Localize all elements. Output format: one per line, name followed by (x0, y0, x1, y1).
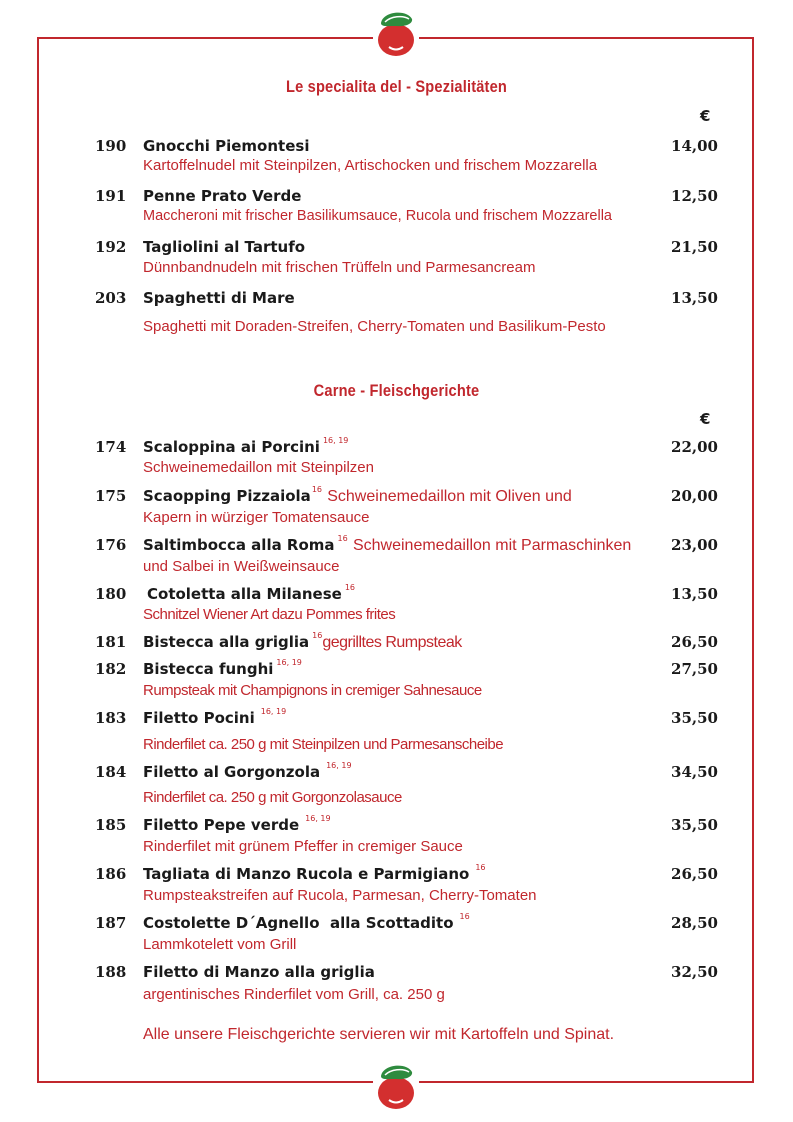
tomato-icon (373, 1056, 419, 1112)
item-number: 186 (95, 865, 127, 883)
item-number: 174 (95, 438, 127, 456)
item-price: 23,00 (671, 536, 718, 554)
allergen-codes: 16, 19 (326, 761, 352, 770)
item-name (143, 763, 352, 781)
item-number: 181 (95, 633, 127, 651)
section-title-specialita: Le specialita del - Spezialitäten (286, 77, 507, 96)
item-price: 26,50 (671, 633, 718, 651)
item-description: Rumpsteak mit Champignons in cremiger Sahnesauce (143, 682, 482, 699)
item-description: Rumpsteakstreifen auf Rucola, Parmesan, Cherry-Tomaten (143, 887, 537, 904)
item-name-text: Costolette D´Agnello alla Scottadito (143, 914, 454, 932)
item-name-text: Cotoletta alla Milanese (147, 585, 342, 603)
allergen-codes: 16 (459, 912, 470, 921)
allergen-codes: 16, 19 (260, 707, 287, 716)
item-description: Schweinemedaillon mit Steinpilzen (143, 459, 374, 476)
item-price: 27,50 (671, 660, 718, 678)
allergen-codes: 16, 19 (276, 658, 302, 667)
item-name: Tagliolini al Tartufo (143, 238, 306, 256)
item-price: 12,50 (671, 187, 718, 205)
item-name-text: Scaloppina ai Porcini (143, 438, 320, 456)
item-name: Penne Prato Verde (143, 187, 302, 205)
currency-header: € (700, 107, 711, 125)
allergen-codes: 16 (475, 863, 486, 872)
item-number: 175 (95, 487, 127, 505)
tomato-logo-bottom (373, 1056, 419, 1106)
item-price: 20,00 (671, 487, 718, 505)
item-description: Rinderfilet mit grünem Pfeffer in cremiger Sauce (143, 838, 463, 855)
allergen-codes: 16 (311, 485, 322, 494)
item-description: Spaghetti mit Doraden-Streifen, Cherry-Tomaten und Basilikum-Pesto (143, 318, 606, 335)
item-price: 34,50 (671, 763, 718, 781)
item-number: 203 (95, 289, 127, 307)
item-description: Schnitzel Wiener Art dazu Pommes frites (143, 606, 396, 623)
item-name (143, 660, 302, 678)
item-name: Gnocchi Piemontesi (143, 137, 310, 155)
item-price: 35,50 (671, 816, 718, 834)
item-name (143, 536, 631, 555)
item-number: 180 (95, 585, 127, 603)
item-name-text: Bistecca alla griglia (143, 633, 310, 651)
item-number: 182 (95, 660, 127, 678)
item-number: 184 (95, 763, 127, 781)
item-price: 26,50 (671, 865, 718, 883)
item-name-text: Filetto Pepe verde (143, 816, 300, 834)
item-name (143, 487, 572, 506)
item-name-text: Filetto al Gorgonzola (143, 763, 321, 781)
item-price: 14,00 (671, 137, 718, 155)
item-description: Kapern in würziger Tomatensauce (143, 509, 370, 526)
item-name (143, 633, 462, 652)
item-name (147, 585, 355, 603)
item-number: 185 (95, 816, 127, 834)
item-number: 190 (95, 137, 127, 155)
item-price: 32,50 (671, 963, 718, 981)
item-price: 13,50 (671, 289, 718, 307)
item-number: 191 (95, 187, 127, 205)
item-number: 192 (95, 238, 127, 256)
footer-note: Alle unsere Fleischgerichte servieren wir mit Kartoffeln und Spinat. (143, 1026, 615, 1043)
item-name-text: Filetto Pocini (143, 709, 255, 727)
item-description: Maccheroni mit frischer Basilikumsauce, Rucola und frischem Mozzarella (143, 208, 612, 224)
item-price: 28,50 (671, 914, 718, 932)
item-name: Spaghetti di Mare (143, 289, 295, 307)
item-description: und Salbei in Weißweinsauce (143, 558, 340, 575)
item-name (143, 438, 348, 456)
item-name-text: Saltimbocca alla Roma (143, 536, 335, 554)
allergen-codes: 16, 19 (322, 436, 349, 445)
item-inline-description: Schweinemedaillon mit Parmaschinken (352, 537, 632, 554)
item-number: 176 (95, 536, 127, 554)
item-price: 13,50 (671, 585, 718, 603)
item-price: 21,50 (671, 238, 718, 256)
item-inline-description: Schweinemedaillon mit Oliven und (327, 488, 572, 505)
item-description: Kartoffelnudel mit Steinpilzen, Artischocken und frischem Mozzarella (143, 157, 598, 174)
item-number: 188 (95, 963, 127, 981)
tomato-logo-top (373, 7, 419, 57)
item-number: 183 (95, 709, 127, 727)
item-name-text: Bistecca funghi (143, 660, 274, 678)
item-price: 22,00 (671, 438, 718, 456)
allergen-codes: 16 (337, 534, 348, 543)
section-title-carne: Carne - Fleischgerichte (313, 381, 480, 400)
item-name: Filetto di Manzo alla griglia (143, 963, 375, 981)
currency-header: € (700, 410, 711, 428)
item-number: 187 (95, 914, 127, 932)
item-description: Lammkotelett vom Grill (143, 936, 297, 953)
item-description: Dünnbandnudeln mit frischen Trüffeln und Parmesancream (143, 259, 536, 276)
tomato-icon (373, 7, 419, 57)
allergen-codes: 16 (312, 631, 323, 640)
item-price: 35,50 (671, 709, 718, 727)
allergen-codes: 16 (344, 583, 356, 592)
item-name (143, 709, 286, 727)
item-name (143, 865, 486, 883)
item-inline-description: gegrilltes Rumpsteak (322, 634, 462, 651)
item-name-text: Scaopping Pizzaiola (143, 487, 311, 505)
item-description: argentinisches Rinderfilet vom Grill, ca. 250 g (143, 986, 445, 1003)
item-name (143, 914, 470, 932)
item-description: Rinderfilet ca. 250 g mit Steinpilzen und Parmesanscheibe (143, 736, 504, 753)
item-description: Rinderfilet ca. 250 g mit Gorgonzolasauce (143, 789, 402, 806)
item-name-text: Tagliata di Manzo Rucola e Parmigiano (143, 865, 470, 883)
item-name (143, 816, 331, 834)
allergen-codes: 16, 19 (305, 814, 331, 823)
